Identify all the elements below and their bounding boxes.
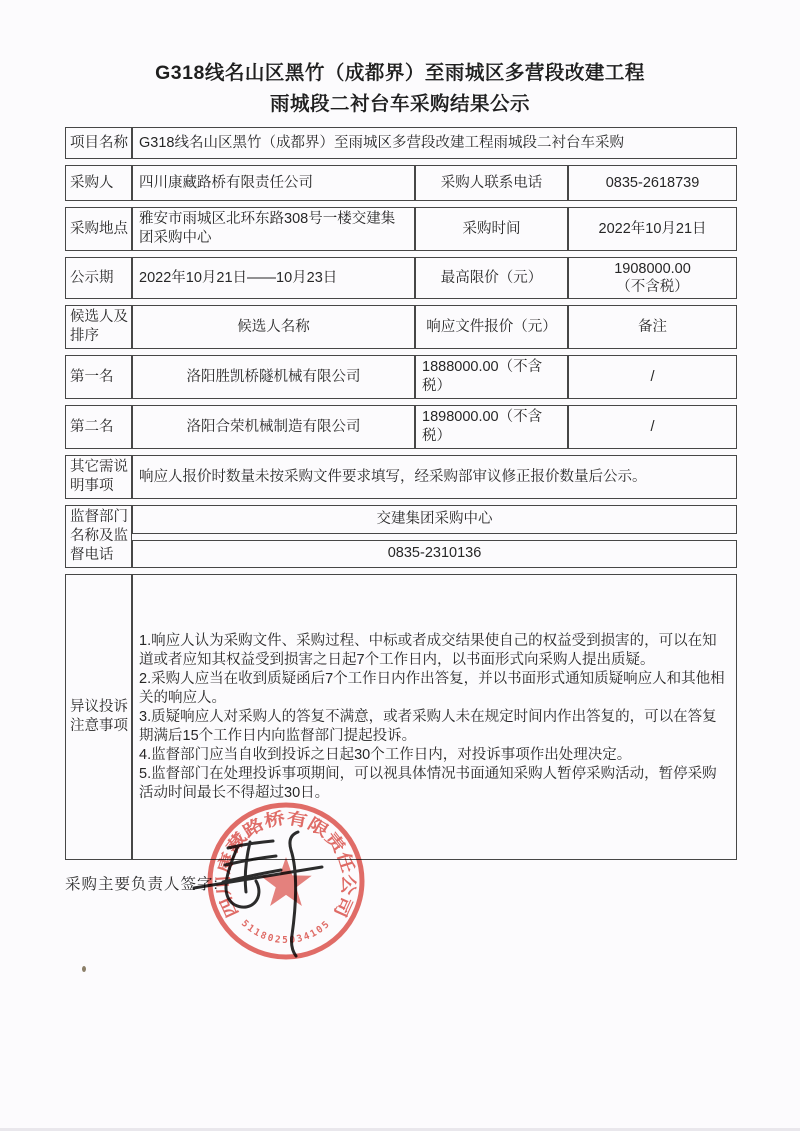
candidates-header-price: 响应文件报价（元） <box>415 305 568 349</box>
objection-item-4: 4.监督部门应当自收到投诉之日起30个工作日内，对投诉事项作出处理决定。 <box>139 746 632 763</box>
candidates-header-name: 候选人名称 <box>132 305 415 349</box>
row-publicity-period <box>65 257 737 299</box>
svg-text:5118025034105 <box>239 918 333 946</box>
max-price-label: 最高限价（元） <box>415 257 568 299</box>
candidate-2-rank: 第二名 <box>65 405 132 449</box>
document-title <box>0 58 800 120</box>
document-title-line2: 雨城段二衬台车采购结果公示 <box>269 93 530 115</box>
row-supervision-dept <box>65 505 737 534</box>
other-notes-label: 其它需说明事项 <box>65 455 132 499</box>
objection-item-3: 3.质疑响应人对采购人的答复不满意，或者采购人未在规定时间内作出答复的，可以在答复期满后15个工作日内向监督部门提起投诉。 <box>139 708 717 744</box>
row-project <box>65 127 737 159</box>
candidates-header-label: 候选人及排序 <box>65 305 132 349</box>
purchaser-label: 采购人 <box>65 165 132 201</box>
procurement-result-table <box>65 121 737 866</box>
max-price-tax-note: （不含税） <box>616 279 689 295</box>
purchase-time-value: 2022年10月21日 <box>568 207 737 251</box>
max-price-amount: 1908000.00 <box>614 261 691 277</box>
candidates-header-remark: 备注 <box>568 305 737 349</box>
supervision-phone-value: 0835-2310136 <box>132 540 737 569</box>
candidate-1-price: 1888000.00（不含税） <box>415 355 568 399</box>
project-label: 项目名称 <box>65 127 132 159</box>
row-supervision-phone <box>65 540 737 569</box>
other-notes-value: 响应人报价时数量未按采购文件要求填写，经采购部审议修正报价数量后公示。 <box>132 455 737 499</box>
row-candidates-header <box>65 305 737 349</box>
location-value: 雅安市雨城区北环东路308号一楼交建集团采购中心 <box>132 207 415 251</box>
max-price-value <box>568 257 737 299</box>
publicity-value: 2022年10月21日——10月23日 <box>132 257 415 299</box>
candidate-1-rank: 第一名 <box>65 355 132 399</box>
row-objection-notes <box>65 574 737 860</box>
table-row-candidate-1 <box>65 355 737 399</box>
publicity-label: 公示期 <box>65 257 132 299</box>
purchaser-value: 四川康藏路桥有限责任公司 <box>132 165 415 201</box>
objection-label: 异议投诉注意事项 <box>65 574 132 860</box>
objection-item-2: 2.采购人应当在收到质疑函后7个工作日内作出答复，并以书面形式通知质疑响应人和其他相关的响应人。 <box>139 670 725 706</box>
document-title-line1: G318线名山区黑竹（成都界）至雨城区多营段改建工程 <box>155 62 645 84</box>
candidate-2-remark: / <box>568 405 737 449</box>
supervision-label: 监督部门名称及监督电话 <box>65 505 132 568</box>
scan-speck <box>82 966 86 972</box>
row-other-notes <box>65 455 737 499</box>
project-value: G318线名山区黑竹（成都界）至雨城区多营段改建工程雨城段二衬台车采购 <box>132 127 737 159</box>
candidate-2-price: 1898000.00（不含税） <box>415 405 568 449</box>
signer-label: 采购主要负责人签字: <box>65 876 219 893</box>
objection-item-5: 5.监督部门在处理投诉事项期间，可以视具体情况书面通知采购人暂停采购活动，暂停采购活动时间最长不得超过30日。 <box>139 765 717 801</box>
candidate-1-remark: / <box>568 355 737 399</box>
table-row-candidate-2 <box>65 405 737 449</box>
signature-stroke <box>223 870 281 882</box>
objection-item-1: 1.响应人认为采购文件、采购过程、中标或者成交结果使自己的权益受到损害的，可以在知道或者应知其权益受到损害之日起7个工作日内，以书面形式向采购人提出质疑。 <box>139 632 717 668</box>
row-location <box>65 207 737 251</box>
objection-text <box>132 574 737 860</box>
seal-number: 5118025034105 <box>238 918 334 947</box>
supervision-dept-value: 交建集团采购中心 <box>132 505 737 534</box>
candidate-1-name: 洛阳胜凯桥隧机械有限公司 <box>132 355 415 399</box>
location-label: 采购地点 <box>65 207 132 251</box>
purchaser-phone-value: 0835-2618739 <box>568 165 737 201</box>
purchase-time-label: 采购时间 <box>415 207 568 251</box>
candidate-2-name: 洛阳合荣机械制造有限公司 <box>132 405 415 449</box>
purchaser-phone-label: 采购人联系电话 <box>415 165 568 201</box>
row-purchaser <box>65 165 737 201</box>
seal-company-name: 四川康藏路桥有限责任公司 <box>213 808 359 921</box>
